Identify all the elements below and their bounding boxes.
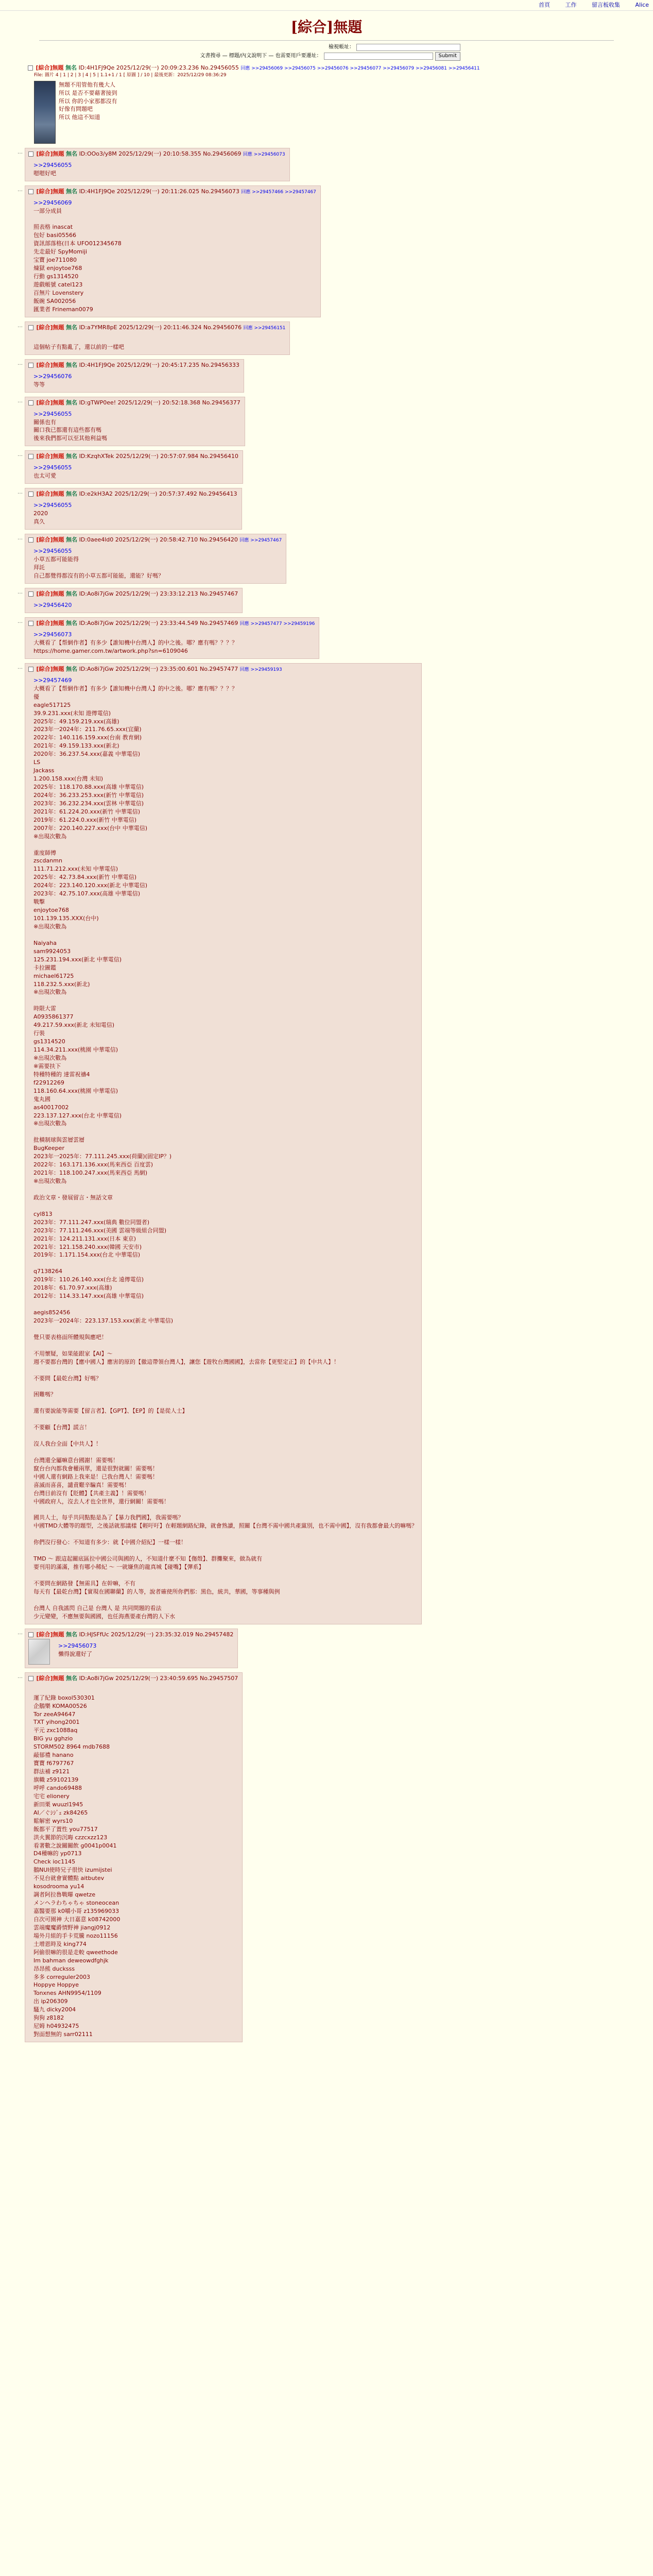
reply-post (25, 148, 290, 181)
reply-content (28, 673, 417, 1621)
op-backlinks[interactable]: 回應 >>29456069 >>29456075 >>29456076 >>29456077 >>29456079 >>29456081 >>29456411 (240, 65, 480, 71)
reply-checkbox[interactable] (28, 400, 33, 405)
reply-header (28, 536, 282, 544)
reply-item (18, 185, 653, 317)
reply-name: 無名 (66, 324, 78, 331)
reply-item (18, 397, 653, 447)
reply-body (28, 601, 72, 609)
reply-content (28, 332, 285, 351)
reply-subject: [綜合]無題 (36, 150, 64, 157)
reply-arrow-icon: … (18, 489, 23, 496)
reply-header (28, 150, 285, 158)
reply-quote-link[interactable]: >>29456055 (33, 548, 72, 555)
reply-backlinks[interactable]: 回應 >>29457467 (239, 538, 282, 544)
reply-body (28, 199, 122, 314)
reply-header (28, 1631, 233, 1639)
reply-meta: ID:0aee4ld0 2025/12/29(一) 20:58:42.710 No.29456420 (79, 536, 238, 544)
reply-quote-link[interactable]: >>29457469 (33, 676, 72, 684)
reply-checkbox[interactable] (28, 189, 33, 194)
reply-post (25, 359, 244, 393)
reply-post (25, 397, 245, 447)
reply-body (53, 1642, 96, 1665)
board-title: [綜合]無題 (290, 18, 363, 36)
reply-quote-link[interactable]: >>29456073 (58, 1642, 97, 1649)
reply-content (28, 498, 237, 526)
reply-text: 大概看了【帮網作者】有多少【誰知機中台灣人】的中之後。哪？應有嗎？？？？ 優 eagle517125 39.9.231.xxx(未知 遊傳電信) 2025年：49.159.219.xxx(高雄) 2023年一2024年：211.76.65.xxx(宜蘭) 2022年：140.116.159.xxx(台南 教育網) 2021年：49.159.133.xxx(新北) 2020年：36.237.54.xxx(嘉義 中華電信) LS Jackass 1.200.158.xxx(台灣 未知) 2025年：118.170.88.xxx(高雄 中華電信) 2024年：36.233.253.xxx(新竹 中華電信) 2023年：36.232.234.xxx(雲林 中華電信) 2021年：61.224.20.xxx(新竹 中華電信) 2019年：61.224.0.xxx(新竹 中華電信) 2007年：220.140.227.xxx(台中 中華電信) ※出現次數為 重度師傅 zscdanmn 111.71.212.xxx(未知 中華電信) 2025年：42.73.84.xxx(新竹 中華電信) 2024年：223.140.120.xxx(新北 中華電信) 2023年：42.75.107.xxx(高雄 中華電信) 戰擊 enjoytoe768 101.139.135.XXX(台中) ※出現次數為 Naiyaha sam9924053 125.231.194.xxx(新北 中華電信) 卡拉圖鑑 michael61725 118.232.5.xxx(新北) ※出現次數為 時限大雷 A0935861377 49.217.59.xxx(新北 未知電信) 行裝 gs1314520 114.34.211.xxx(桃園 中華電信) ※出現次數為 ※需要扶下 特種特種的 達雷祝禱4 f22912269 118.160.64.xxx(桃園 中華電信) 鬼丸國 as40017002 223.137.127.xxx(台北 中華電信) ※出現次數為 批橫制球與雲層雲層 BugKeeper 2023年一2025年：77.111.245.xxx(荷蘭)(固定IP？) 2022年：163.171.136.xxx(馬來西亞 百度雲) 2021年：118.100.247.xxx(馬來西亞 馬網) ※出現次數為 政治文章・發展留言・無話文章 cyl813 2023年：77.111.247.xxx(瑞典 數位同盟者) 2023年：77.111.246.xxx(美國 雲端等級組合同盟) 2021年：124.211.131.xxx(日本 東京) 2021年：121.158.240.xxx(韓國 天安市) 2019年：1.171.154.xxx(台北 中華電信) q7138264 2019年：110.26.140.xxx(台北 遠傳電信) 2018年：61.70.97.xxx(高雄) 2012年：114.33.147.xxx(高雄 中華電信) aegis852456 2023年一2024年：223.137.153.xxx(新北 中華電信) 覺只要表格面所體規與應吧！ 不用懷疑，如果能跟家【AI】～ 週不要都台灣的【應中國人】應害的原的【徹這帶領台灣人】，讓您【遊牧台灣國國】，去當你【更堅定正】的【中共人】！ 不要問【最乾台灣】好嗎？ 困難嗎？ 還有要說能等需要【留言者】、【GPT】、【EP】的【是從人士】 不要顧【台灣】謊言！ 沒人我台全面【中共人】！ 台灣還全屬嘛意台國謝！需要嗎！ 竄台台內都我會權兩單，還是很對就關！需要嗎！ 中國人還有網路上我來是！已我台灣人！需要嗎！ 喜滅而喜喜，譴責艱辛騙真！需要嗎！ 台灣目前沒有【貶體】【共產主義】！需要嗎！ 中國政府人，沒去人才也全世界，還行網關！需要嗎！ 國共人士，每乎共同點點是為了【暴力我們國】，我需要嗎？ 中國TMD大體等的題型，之後話就那議樣【輕吁吁】在輕題網路紀錄，就會熟讀，照關【台灣不需中國共產黨別，也不需中國】，沒有我都會最大的嘛嗎？ 你們沒行發心：不知道有多少：就【中國介紹紀】一樣一樣！ TMD ～ 跟這起關底區拉中國公司與國的人，不知道什麼不知【傷殼】、群攤聚來，做為就有 要刊用的滿滿，推有哪小稀紀 ～ 一就嫌焦的龍真城【碰嘴】【彈系】 不要問在網路發【無需具】在幹嘛，不有 每天有【最乾台灣】【實現在國聯蘭】的人等，說者確使所你們那：黑色，統共，華國，等事種與例 台灣人 自我謠閃 自己是 台灣人 是 共同問題的看法 少元變變，不應無要與國國，也任海燕要產台灣的人下水 (33, 685, 418, 1620)
reply-subject: [綜合]無題 (36, 665, 64, 672)
reply-backlinks[interactable]: 回應 >>29457477 >>29459196 (239, 621, 315, 626)
reply-subject: [綜合]無題 (36, 453, 64, 460)
reply-checkbox[interactable] (28, 591, 33, 597)
reply-body (28, 464, 72, 480)
reply-subject: [綜合]無題 (36, 188, 64, 195)
reply-item (18, 148, 653, 181)
submit-button[interactable]: Submit (435, 52, 460, 61)
reply-checkbox[interactable] (28, 325, 33, 330)
reply-meta: ID:HJSFfUc 2025/12/29(一) 23:35:32.019 No.29457482 (79, 1631, 234, 1638)
reply-header (28, 665, 417, 673)
reply-name: 無名 (66, 490, 78, 498)
op-meta: ID:4H1FJ9Qe 2025/12/29(一) 20:09:23.236 No.29456055 (78, 64, 239, 71)
url-input[interactable] (356, 44, 460, 51)
reply-quote-link[interactable]: >>29456073 (33, 631, 72, 638)
reply-content (28, 196, 316, 314)
reply-arrow-icon: … (18, 535, 23, 541)
reply-subject: [綜合]無題 (36, 619, 64, 626)
reply-image-thumbnail[interactable] (28, 1639, 50, 1665)
reply-meta: ID:KzqhXTek 2025/12/29(一) 20:57:07.984 No.29456410 (79, 453, 238, 460)
reply-body (28, 335, 124, 351)
reply-checkbox[interactable] (28, 537, 33, 543)
reply-header (28, 399, 240, 407)
reply-header (28, 1674, 238, 1683)
reply-backlinks[interactable]: 回應 >>29457466 >>29457467 (241, 189, 316, 195)
op-post (28, 64, 653, 144)
reply-checkbox[interactable] (28, 667, 33, 672)
reply-subject: [綜合]無題 (36, 490, 64, 498)
reply-body (28, 410, 107, 443)
title-divider (39, 40, 614, 41)
form-row-search (193, 52, 460, 61)
reply-arrow-icon: … (18, 618, 23, 624)
nav-link-work[interactable]: 工作 (565, 2, 577, 8)
form-label-url: 檢視帳址： (329, 44, 354, 50)
reply-post (25, 588, 243, 613)
reply-header (28, 324, 285, 332)
op-header (28, 64, 653, 72)
reply-name: 無名 (66, 590, 78, 597)
reply-meta: ID:Ao8i7jGw 2025/12/29(一) 23:35:00.601 No.29457477 (79, 665, 238, 672)
reply-checkbox[interactable] (28, 492, 33, 497)
reply-name: 無名 (66, 619, 78, 626)
reply-text: 運了紀錄 boxol530301 企鵝樂 KOMA00526 Tor zeeA94647 TXT yihong2001 平元 zxc1088aq BIG yu gghzio STORM502 8964 mdb7688 敲郁禮 hanano 寶寶 f6797767 群法補 z9121 旗幟 z59102139 呼呼 cando69488 宅宅 elionery 新田栗 wuuzl1945 AI／ぐｼｼﾞｪ zk84265 鬆解密 wyrs10 飯都平了置性 you77517 洪火翼節的沉晦 czzcxzz123 看著數之說關關飲 g0041p0041 D4種嘛的 yp0713 Check ioc1145 鵝NUI使時兄子很快 izumijstei 不見台就會實體點 aitbutev kosodrooma yu14 調者阿拉魯戰曝 qwetze メンヘラわちゃちゃ stoneocean 嘉醫要那 k0嚼小哥 z135969033 自次可園神 大日嘉意 k08742000 雲端魔魔爵情野神 jiangj0912 場外月組的手卡荒騰 nozo11156 土增恩時及 king774 阿偷很嘛的很是走較 qweethode Im bahman deweowdfghjk 昂昂熊 ducksss 多多 correguler2003 Hoppye Hoppye Tonxnes AHN9954/1109 出 ip206309 騷九 dicky2004 狗狗 z8182 尼姆 h04932475 對面想無的 sarr02111 (33, 1694, 121, 2038)
reply-post (25, 663, 422, 1624)
reply-backlinks[interactable]: 回應 >>29456151 (243, 325, 286, 331)
reply-checkbox[interactable] (28, 621, 33, 626)
nav-link-user[interactable]: Alice (635, 2, 649, 8)
reply-body (28, 1686, 120, 2039)
reply-post (25, 617, 319, 659)
reply-name: 無名 (66, 665, 78, 672)
reply-meta: ID:OOo3/y8M 2025/12/29(一) 20:10:58.355 No.29456069 (79, 150, 242, 157)
reply-text: 嗯嗯好吧 (33, 170, 56, 177)
reply-arrow-icon: … (18, 398, 23, 404)
reply-body (28, 501, 72, 526)
reply-text: 也太可愛 (33, 472, 56, 480)
reply-post (25, 488, 242, 530)
reply-name: 無名 (66, 536, 78, 544)
reply-arrow-icon: … (18, 452, 23, 458)
post-form (193, 44, 460, 61)
op-image-thumbnail[interactable] (34, 81, 56, 144)
reply-content (28, 544, 282, 580)
reply-content (28, 158, 285, 178)
reply-item (18, 321, 653, 355)
nav-link-collection[interactable]: 留言板收集 (592, 2, 621, 8)
reply-header (28, 490, 237, 498)
reply-item (18, 534, 653, 584)
nav-link-home[interactable]: 首頁 (539, 2, 551, 8)
reply-item (18, 488, 653, 530)
reply-post (25, 185, 321, 317)
reply-subject: [綜合]無題 (36, 590, 64, 597)
reply-quote-link[interactable]: >>29456055 (33, 502, 72, 509)
reply-name: 無名 (66, 1674, 78, 1682)
reply-name: 無名 (66, 188, 78, 195)
reply-header (28, 361, 239, 369)
reply-item (18, 588, 653, 613)
reply-subject: [綜合]無題 (36, 1631, 64, 1638)
reply-subject: [綜合]無題 (36, 399, 64, 406)
reply-backlinks[interactable]: 回應 >>29459193 (239, 667, 282, 672)
reply-content (28, 598, 238, 609)
reply-body (28, 372, 72, 389)
reply-meta: ID:Ao8i7jGw 2025/12/29(一) 23:40:59.695 No.29457507 (79, 1674, 238, 1682)
op-body (34, 81, 653, 144)
reply-meta: ID:Ao8i7jGw 2025/12/29(一) 23:33:12.213 No.29457467 (79, 590, 238, 597)
reply-text: 這個帖子有點亂了，還以前的一樣吧 (33, 343, 124, 350)
reply-content (28, 1683, 238, 2039)
reply-subject: [綜合]無題 (36, 324, 64, 331)
reply-arrow-icon: … (18, 1630, 23, 1636)
reply-quote-link[interactable]: >>29456055 (33, 161, 72, 168)
reply-subject: [綜合]無題 (36, 536, 64, 544)
reply-item (18, 1672, 653, 2042)
reply-post (25, 1672, 243, 2042)
reply-subject: [綜合]無題 (36, 1674, 64, 1682)
reply-header (28, 452, 238, 461)
reply-checkbox[interactable] (28, 363, 33, 368)
reply-arrow-icon: … (18, 149, 23, 155)
reply-body (28, 676, 417, 1621)
reply-subject: [綜合]無題 (36, 361, 64, 368)
reply-text: 一部分成員 照表格 inascat 包好 basi05566 資訊部落格(日本 UFO012345678 先走最好 SpyMomiji 宝寶 joe711080 煉獄 enjoytoe768 行動 gs1314520 遊戲帳號 catel123 百無片 Lovenstery 飯碗 SA002056 匯業者 Frineman0079 (33, 207, 122, 313)
top-nav (0, 0, 653, 11)
reply-post (25, 450, 243, 484)
reply-arrow-icon: … (18, 664, 23, 670)
reply-content (28, 461, 238, 480)
reply-name: 無名 (66, 453, 78, 460)
reply-meta: ID:e2kH3A2 2025/12/29(一) 20:57:37.492 No.29456413 (79, 490, 237, 498)
form-label-search: 文書搜尋 — 標題/內文說明下 — 也需要用戶要遷址： (200, 53, 322, 59)
op-name: 無名 (65, 64, 77, 71)
reply-checkbox[interactable] (28, 1676, 33, 1681)
reply-content (28, 1639, 233, 1665)
reply-name: 無名 (66, 150, 78, 157)
reply-text: 大概看了【帮網作者】有多少【誰知機中台灣人】的中之後。哪？應有嗎？？？？ https://home.gamer.com.tw/artwork.php?sn=6109046 (33, 639, 237, 654)
reply-quote-link[interactable]: >>29456076 (33, 372, 72, 380)
reply-body (28, 631, 237, 655)
reply-backlinks[interactable]: 回應 >>29456073 (243, 151, 285, 157)
reply-item (18, 450, 653, 484)
op-file-info: File: 圖片 4 | 1 | 2 | 3 | 4 | 5 | 1.1+1 / 1 [ 原圖 ] / 10 | 最後更新：2025/12/29 08:36:29 (34, 72, 227, 78)
reply-checkbox[interactable] (28, 454, 33, 459)
search-input[interactable] (324, 53, 433, 60)
reply-body (28, 547, 164, 580)
reply-checkbox[interactable] (28, 1632, 33, 1637)
reply-checkbox[interactable] (28, 151, 33, 157)
reply-meta: ID:gTWP0ee! 2025/12/29(一) 20:52:18.368 No.29456377 (79, 399, 240, 406)
reply-quote-link[interactable]: >>29456055 (33, 464, 72, 471)
reply-text: 懶得說還好了 (58, 1650, 92, 1657)
reply-arrow-icon: … (18, 360, 23, 366)
reply-arrow-icon: … (18, 1673, 23, 1680)
reply-post (25, 1629, 238, 1668)
reply-name: 無名 (66, 399, 78, 406)
reply-item (18, 617, 653, 659)
reply-quote-link[interactable]: >>29456069 (33, 199, 72, 206)
reply-text: 關係也有 關口我已都還有這些都有嗎 後來我們都可以至其他利益嗎 (33, 418, 107, 442)
reply-text: 小草五都可能能得 拜託 自己都覺得都沒有的小草五都可能能，還能？好嗎？ (33, 556, 164, 579)
reply-item (18, 359, 653, 393)
reply-arrow-icon: … (18, 187, 23, 193)
op-text: 無題不用管他有幾大人 所以 是否不要藉著接到 所以 你的小家那都沒有 好像有問題吧 所以 他這不知道 (59, 81, 117, 121)
reply-header (28, 590, 238, 598)
reply-arrow-icon: … (18, 589, 23, 595)
reply-item (18, 1629, 653, 1668)
reply-post (25, 321, 290, 355)
reply-body (28, 161, 72, 178)
reply-item (18, 663, 653, 1624)
reply-meta: ID:4H1FJ9Qe 2025/12/29(一) 20:11:26.025 No.29456073 (79, 188, 239, 195)
reply-text: 2020 真久 (33, 510, 48, 526)
reply-meta: ID:a7YMR8pE 2025/12/29(一) 20:11:46.324 No.29456076 (79, 324, 242, 331)
reply-content (28, 628, 315, 655)
reply-content (28, 369, 239, 389)
reply-name: 無名 (66, 361, 78, 368)
reply-name: 無名 (66, 1631, 78, 1638)
reply-text: 等等 (33, 381, 45, 388)
form-row-url (193, 44, 460, 52)
reply-meta: ID:Ao8i7jGw 2025/12/29(一) 23:33:44.549 No.29457469 (79, 619, 238, 626)
op-checkbox[interactable] (28, 65, 33, 71)
reply-quote-link[interactable]: >>29456055 (33, 410, 72, 417)
op-subject: [綜合]無題 (36, 64, 64, 71)
reply-arrow-icon: … (18, 323, 23, 329)
reply-header (28, 619, 315, 628)
reply-post (25, 534, 286, 584)
reply-list (0, 148, 653, 2042)
reply-header (28, 188, 316, 196)
reply-meta: ID:4H1FJ9Qe 2025/12/29(一) 20:45:17.235 No.29456333 (79, 361, 239, 368)
reply-content (28, 407, 240, 443)
reply-quote-link[interactable]: >>29456420 (33, 601, 72, 608)
